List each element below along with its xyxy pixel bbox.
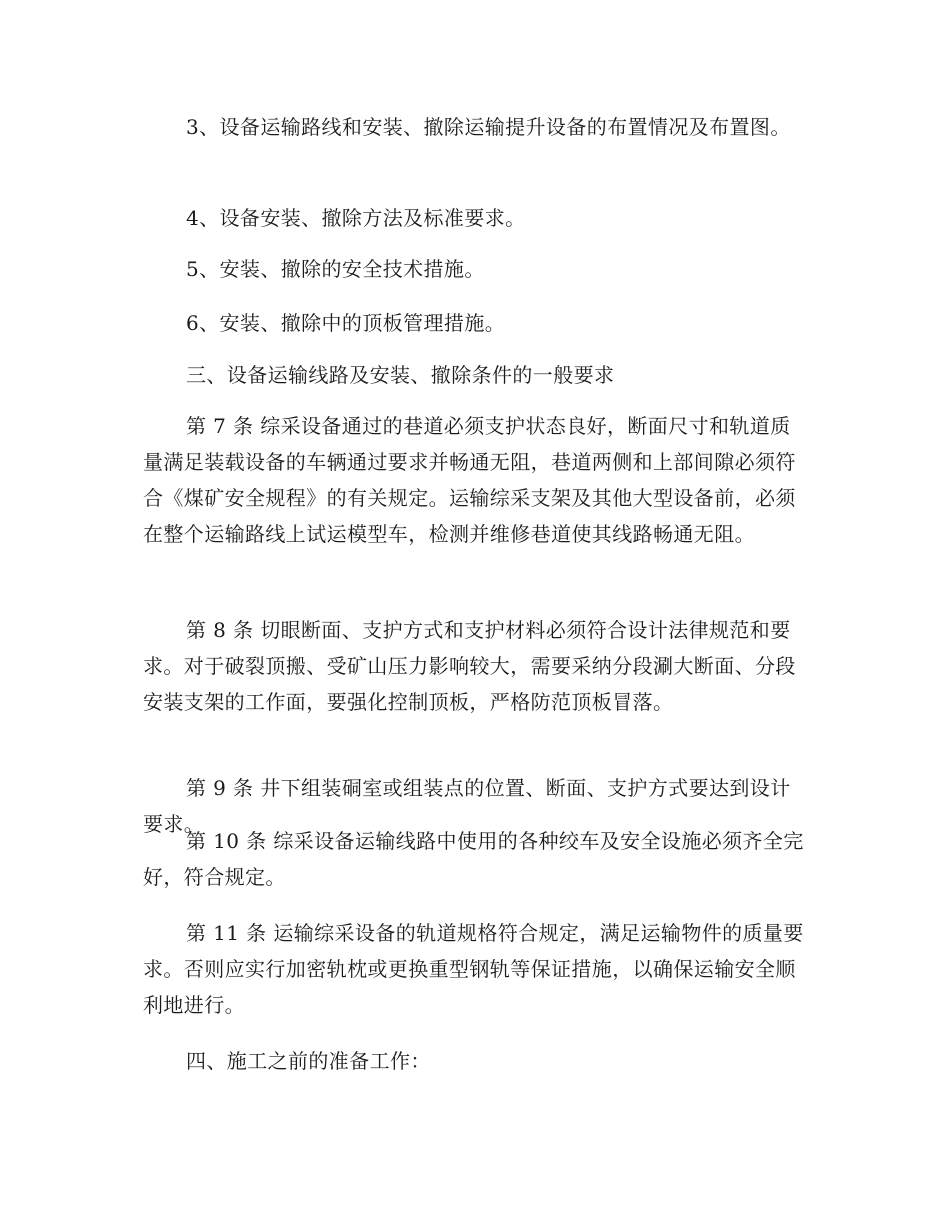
article-10: 第 10 条 综采设备运输线路中使用的各种绞车及安全设施必须齐全完好，符合规定。 [143,829,804,889]
paragraph-item-6: 6、安装、撤除中的顶板管理措施。 [186,311,506,335]
section-heading-4: 四、施工之前的准备工作： [186,1049,431,1073]
paragraph-item-3: 3、设备运输路线和安装、撤除运输提升设备的布置情况及布置图。 [186,115,791,139]
article-8: 第 8 条 切眼断面、支护方式和支护材料必须符合设计法律规范和要求。对于破裂顶搬、受矿山压力影响较大，需要采纳分段涮大断面、分段安装支架的工作面，要强化控制顶板，严格防范顶板冒落。 [143,618,796,714]
article-7: 第 7 条 综采设备通过的巷道必须支护状态良好，断面尺寸和轨道质量满足装载设备的车辆通过要求并畅通无阻，巷道两侧和上部间隙必须符合《煤矿安全规程》的有关规定。运输综采支架及其他大型设备前，必须在整个运输路线上试运模型车，检测并维修巷道使其线路畅通无阻。 [143,414,796,546]
section-heading-3: 三、设备运输线路及安装、撤除条件的一般要求 [186,363,615,387]
article-9: 第 9 条 井下组装硐室或组装点的位置、断面、支护方式要达到设计要求。 [143,776,791,836]
paragraph-item-4: 4、设备安装、撤除方法及标准要求。 [186,206,526,230]
paragraph-item-5: 5、安装、撤除的安全技术措施。 [186,257,485,281]
article-11: 第 11 条 运输综采设备的轨道规格符合规定，满足运输物件的质量要求。否则应实行加密轨枕或更换重型钢轨等保证措施，以确保运输安全顺利地进行。 [143,921,804,1017]
